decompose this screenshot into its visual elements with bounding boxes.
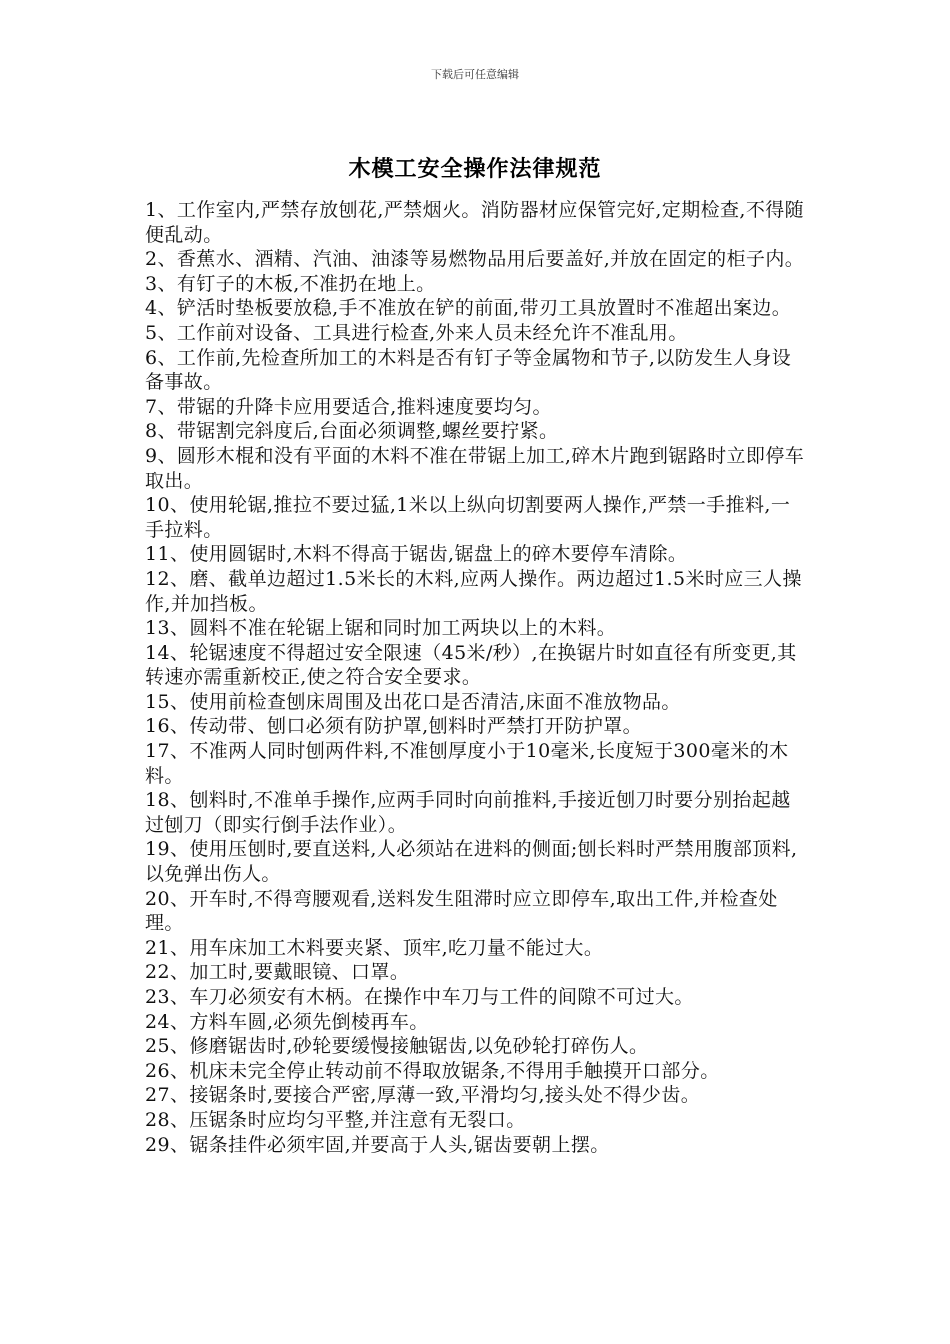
rules-list — [145, 198, 809, 1157]
header-note: 下载后可任意编辑 — [431, 68, 519, 81]
rule-item: 16、传动带、刨口必须有防护罩,刨料时严禁打开防护罩。 — [145, 715, 643, 738]
rule-item: 18、刨料时,不准单手操作,应两手同时向前推料,手接近刨刀时要分别抬起越过刨刀（即实行倒手法作业）。 — [145, 789, 791, 836]
rule-item: 21、用车床加工木料要夹紧、顶牢,吃刀量不能过大。 — [145, 936, 604, 959]
rule-item: 22、加工时,要戴眼镜、口罩。 — [145, 961, 410, 984]
rule-item: 23、车刀必须安有木柄。在操作中车刀与工件的间隙不可过大。 — [145, 986, 694, 1008]
rule-item: 5、工作前对设备、工具进行检查,外来人员未经允许不准乱用。 — [145, 321, 688, 344]
rule-item: 9、圆形木棍和没有平面的木料不准在带锯上加工,碎木片跑到锯路时立即停车取出。 — [145, 444, 805, 492]
rule-item: 6、工作前,先检查所加工的木料是否有钉子等金属物和节子,以防发生人身设备事故。 — [145, 346, 792, 394]
rule-item: 29、锯条挂件必须牢固,并要高于人头,锯齿要朝上摆。 — [145, 1133, 610, 1156]
rule-item: 27、接锯条时,要接合严密,厚薄一致,平滑均匀,接头处不得少齿。 — [145, 1084, 701, 1107]
rule-item: 19、使用压刨时,要直送料,人必须站在进料的侧面;刨长料时严禁用腹部顶料,以免弹出伤人。 — [145, 838, 798, 886]
rule-item: 10、使用轮锯,推拉不要过猛,1米以上纵向切割要两人操作,严禁一手推料,一手拉料。 — [145, 494, 791, 541]
rule-item: 8、带锯割完斜度后,台面必须调整,螺丝要拧紧。 — [145, 420, 559, 443]
rule-item: 25、修磨锯齿时,砂轮要缓慢接触锯齿,以免砂轮打碎伤人。 — [145, 1035, 649, 1058]
rule-item: 12、磨、截单边超过1.5米长的木料,应两人操作。两边超过1.5米时应三人操作,并加挡板。 — [145, 567, 802, 615]
rule-item: 14、轮锯速度不得超过安全限速（45米/秒）,在换锯片时如直径有所变更,其转速亦需重新校正,使之符合安全要求。 — [145, 641, 797, 689]
rule-item: 24、方料车圆,必须先倒棱再车。 — [145, 1010, 429, 1033]
rule-item: 20、开车时,不得弯腰观看,送料发生阻滞时应立即停车,取出工件,并检查处理。 — [145, 887, 778, 935]
rule-item: 7、带锯的升降卡应用要适合,推料速度要均匀。 — [145, 395, 552, 418]
rule-item: 17、不准两人同时刨两件料,不准刨厚度小于10毫米,长度短于300毫米的木料。 — [145, 740, 789, 787]
rule-item: 1、工作室内,严禁存放刨花,严禁烟火。消防器材应保管完好,定期检查,不得随便乱动。 — [145, 199, 805, 246]
document-title: 木模工安全操作法律规范 — [348, 157, 602, 182]
rule-item: 4、铲活时垫板要放稳,手不准放在铲的前面,带刃工具放置时不准超出案边。 — [145, 297, 792, 320]
rule-item: 26、机床未完全停止转动前不得取放锯条,不得用手触摸开口部分。 — [145, 1059, 720, 1082]
rule-item: 28、压锯条时应均匀平整,并注意有无裂口。 — [145, 1108, 526, 1131]
rule-item: 3、有钉子的木板,不准扔在地上。 — [145, 272, 436, 295]
rule-item: 15、使用前检查刨床周围及出花口是否清洁,床面不准放物品。 — [145, 690, 681, 713]
rule-item: 2、香蕉水、酒精、汽油、油漆等易燃物品用后要盖好,并放在固定的柜子内。 — [145, 248, 805, 271]
rule-item: 13、圆料不准在轮锯上锯和同时加工两块以上的木料。 — [145, 617, 617, 640]
rule-item: 11、使用圆锯时,木料不得高于锯齿,锯盘上的碎木要停车清除。 — [145, 543, 688, 566]
